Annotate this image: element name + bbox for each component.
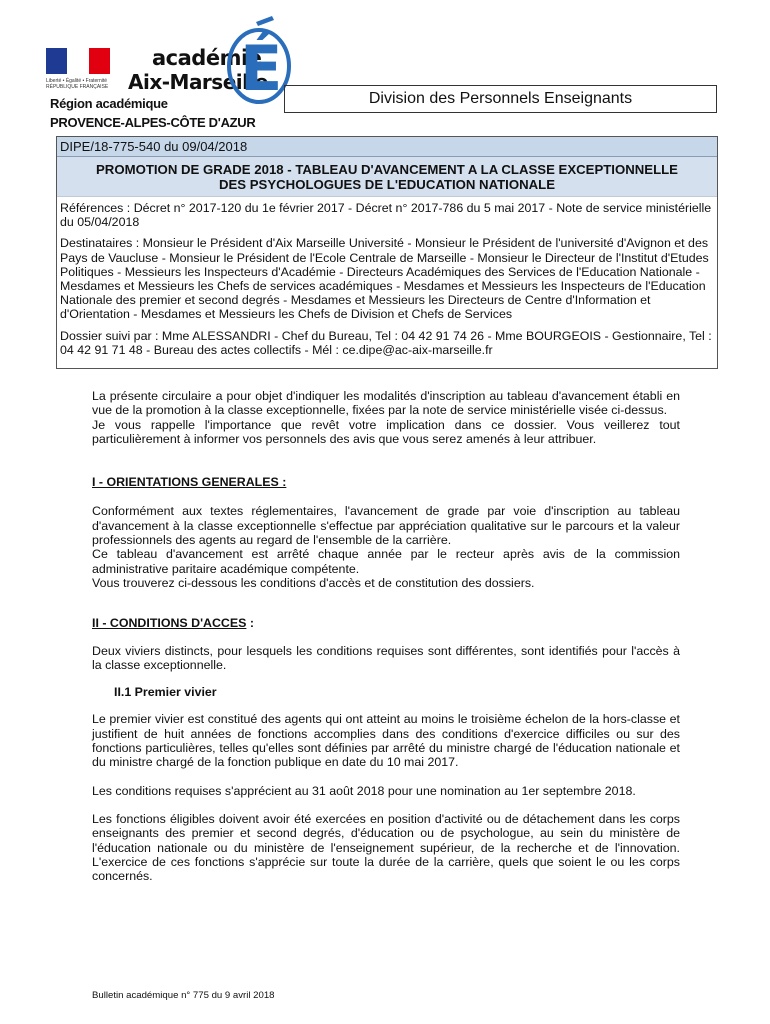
bulletin-footer: Bulletin académique n° 775 du 9 avril 2018	[92, 990, 275, 1001]
section2-paragraph-1: Deux viviers distincts, pour lesquels les conditions requises sont différentes, sont identifiés pour l'accès à la classe exceptionnelle.	[92, 643, 680, 672]
circular-title-line1: PROMOTION DE GRADE 2018 - TABLEAU D'AVANCEMENT A LA CLASSE EXCEPTIONNELLE	[96, 162, 678, 177]
circular-title-line2: DES PSYCHOLOGUES DE L'EDUCATION NATIONALE	[218, 177, 555, 192]
circular-title	[57, 157, 717, 197]
section2-heading-text: II - CONDITIONS D'ACCES	[92, 616, 247, 631]
subsection1-paragraph-1: Le premier vivier est constitué des agents qui ont atteint au moins le troisième échelon de la hors-classe et justifient de huit années de fonctions accomplies dans des conditions d'exercice difficiles ou sur des fonctions particulières, telles qu'elles sont définies par arrêté du ministre chargé de l'éducation nationale et du ministre chargé de la fonction publique en date du 10 mai 2017.	[92, 712, 680, 770]
svg-text:É: É	[240, 32, 283, 104]
section2-heading	[92, 616, 680, 630]
section1-paragraph-2: Ce tableau d'avancement est arrêté chaque année par le recteur après avis de la commission administrative paritaire académique compétente.	[92, 547, 680, 576]
subsection1-paragraph-3: Les fonctions éligibles doivent avoir été exercées en position d'activité ou de détachement dans les corps enseignants des premier et second degrés, d'éducation ou de psychologue, au sein du ministère de l'éducation nationale ou du ministère de l'enseignement supérieur, de la recherche et de l'innovation. L'exercice de ces fonctions s'apprécie sur toute la durée de la carrière, quels que soient le ou les corps concernés.	[92, 811, 680, 884]
destinataires-text: Destinataires : Monsieur le Président d'Aix Marseille Université - Monsieur le Président de l'université d'Avignon et des Pays de Vaucluse - Monsieur le Président de l'Ecole Centrale de Marseille - Monsieur le Directeur de l'Institut d'Etudes Politiques - Messieurs les Inspecteurs d'Académie - Directeurs Académiques des Services de l'Education Nationale - Mesdames et Messieurs les Chefs de services académiques - Mesdames et Messieurs les Inspecteurs de l'Education Nationale des premier et second degrés - Mesdames et Messieurs les Directeurs de Centre d'Information et d'Orientation - Mesdames et Messieurs les Chefs de Division et Chefs de Services	[60, 236, 709, 322]
circular-body	[92, 389, 680, 883]
subsection1-paragraph-2: Les conditions requises s'apprécient au 31 août 2018 pour une nomination au 1er septembre 2018.	[92, 783, 636, 798]
intro-paragraph-2: Je vous rappelle l'importance que revêt votre implication dans ce dossier. Vous veillerez tout particulièrement à informer vos personnels des avis que vous serez amenés à leur attribuer.	[92, 417, 680, 446]
region-line2: PROVENCE-ALPES-CÔTE D'AZUR	[50, 115, 256, 130]
section1-paragraph-3: Vous trouverez ci-dessous les conditions d'accès et de constitution des dossiers.	[92, 575, 535, 590]
intro-paragraph-1: La présente circulaire a pour objet d'indiquer les modalités d'inscription au tableau d'avancement établi en vue de la promotion à la classe exceptionnelle, fixées par la note de service ministérielle visée ci-dessus.	[92, 389, 680, 418]
subsection1-heading: II.1 Premier vivier	[114, 685, 217, 700]
marianne-motto: Liberté • Égalité • Fraternité RÉPUBLIQUE FRANÇAISE	[46, 78, 109, 90]
circular-info-box	[56, 136, 718, 369]
academie-line1: académie	[152, 46, 262, 70]
division-title: Division des Personnels Enseignants	[284, 85, 717, 113]
section1-paragraph-1: Conformément aux textes réglementaires, l'avancement de grade par voie d'inscription au tableau d'avancement à la classe exceptionnelle s'effectue par appréciation qualitative sur le parcours et la valeur professionnels des agents au regard de l'ensemble de la carrière.	[92, 504, 680, 548]
marianne-flag-icon	[46, 48, 110, 74]
region-line1: Région académique	[50, 96, 168, 111]
dossier-text: Dossier suivi par : Mme ALESSANDRI - Chef du Bureau, Tel : 04 42 91 74 26 - Mme BOURGEOIS - Gestionnaire, Tel : 04 42 91 71 48 - Bureau des actes collectifs - Mél : ce.dipe@ac-aix-marseille.fr	[60, 328, 712, 357]
section2-heading-colon: :	[246, 616, 254, 631]
academie-e-logo-icon	[226, 16, 292, 104]
academie-line2: Aix-Marseille	[128, 70, 268, 94]
references-text: Références : Décret n° 2017-120 du 1e février 2017 - Décret n° 2017-786 du 5 mai 2017 - Note de service ministérielle du 05/04/2018	[60, 201, 712, 230]
section1-heading: I - ORIENTATIONS GENERALES :	[92, 475, 287, 490]
reference-number: DIPE/18-775-540 du 09/04/2018	[57, 137, 717, 157]
